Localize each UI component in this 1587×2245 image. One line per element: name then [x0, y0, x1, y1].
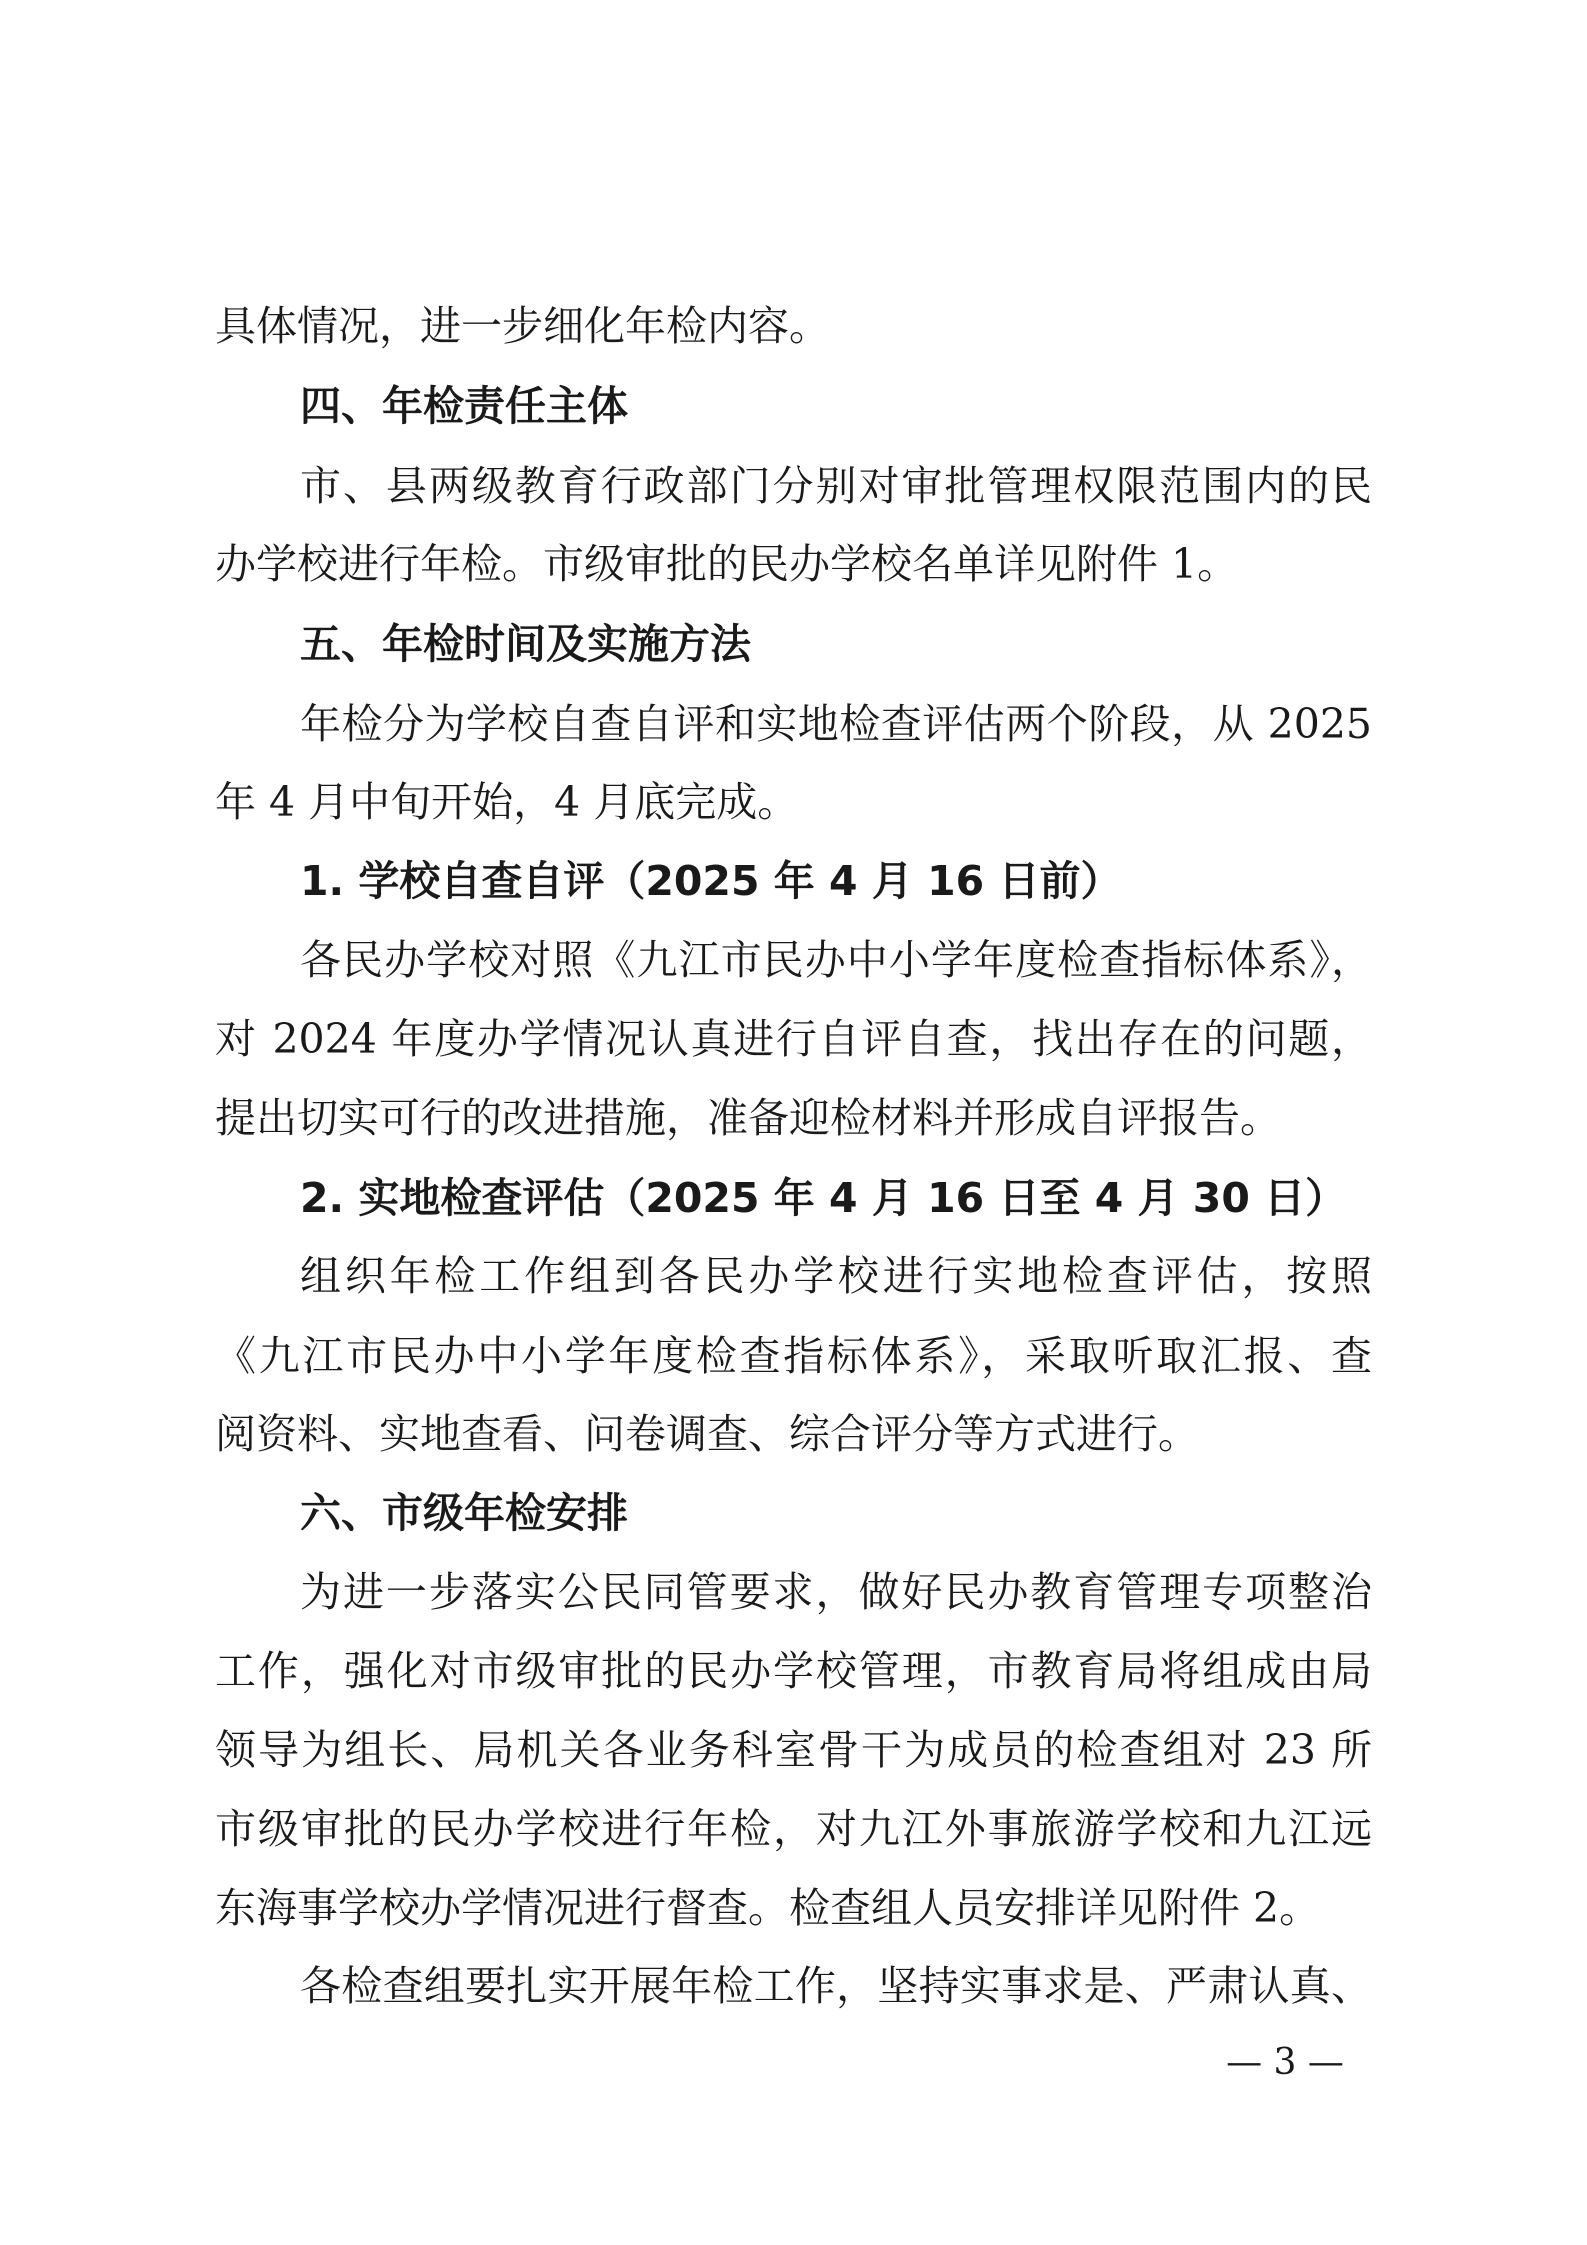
body-line-20: 市级审批的民办学校进行年检，对九江外事旅游学校和九江远 — [215, 1805, 1372, 1853]
sub-heading-1: 1. 学校自查自评（2025 年 4 月 16 日前） — [300, 857, 1122, 905]
section-heading-6: 六、市级年检安排 — [300, 1489, 628, 1537]
body-line-15: 阅资料、实地查看、问卷调查、综合评分等方式进行。 — [215, 1410, 1199, 1458]
body-line-6: 年检分为学校自查自评和实地检查评估两个阶段，从 2025 — [300, 700, 1372, 748]
body-line-3: 市、县两级教育行政部门分别对审批管理权限范围内的民 — [300, 462, 1372, 510]
body-line-13: 组织年检工作组到各民办学校进行实地检查评估，按照 — [300, 1252, 1372, 1300]
body-line-19: 领导为组长、局机关各业务科室骨干为成员的检查组对 23 所 — [215, 1726, 1372, 1774]
page-number: — 3 — — [1226, 2042, 1344, 2083]
section-heading-5: 五、年检时间及实施方法 — [300, 620, 751, 668]
body-line-21: 东海事学校办学情况进行督查。检查组人员安排详见附件 2。 — [215, 1884, 1321, 1932]
body-line-9: 各民办学校对照《九江市民办中小学年度检查指标体系》， — [300, 936, 1372, 984]
body-line-17: 为进一步落实公民同管要求，做好民办教育管理专项整治 — [300, 1568, 1372, 1616]
sub-heading-2: 2. 实地检查评估（2025 年 4 月 16 日至 4 月 30 日） — [300, 1174, 1347, 1222]
body-line-7: 年 4 月中旬开始，4 月底完成。 — [215, 778, 799, 826]
body-line-4: 办学校进行年检。市级审批的民办学校名单详见附件 1。 — [215, 540, 1239, 588]
body-line-14: 《九江市民办中小学年度检查指标体系》，采取听取汇报、查 — [215, 1332, 1372, 1380]
body-line-11: 提出切实可行的改进措施，准备迎检材料并形成自评报告。 — [215, 1094, 1281, 1142]
body-line-1: 具体情况，进一步细化年检内容。 — [215, 302, 830, 350]
section-heading-4: 四、年检责任主体 — [300, 382, 628, 430]
body-line-18: 工作，强化对市级审批的民办学校管理，市教育局将组成由局 — [215, 1647, 1372, 1695]
body-line-22: 各检查组要扎实开展年检工作，坚持实事求是、严肃认真、 — [300, 1962, 1372, 2010]
body-line-10: 对 2024 年度办学情况认真进行自评自查，找出存在的问题， — [215, 1015, 1372, 1063]
